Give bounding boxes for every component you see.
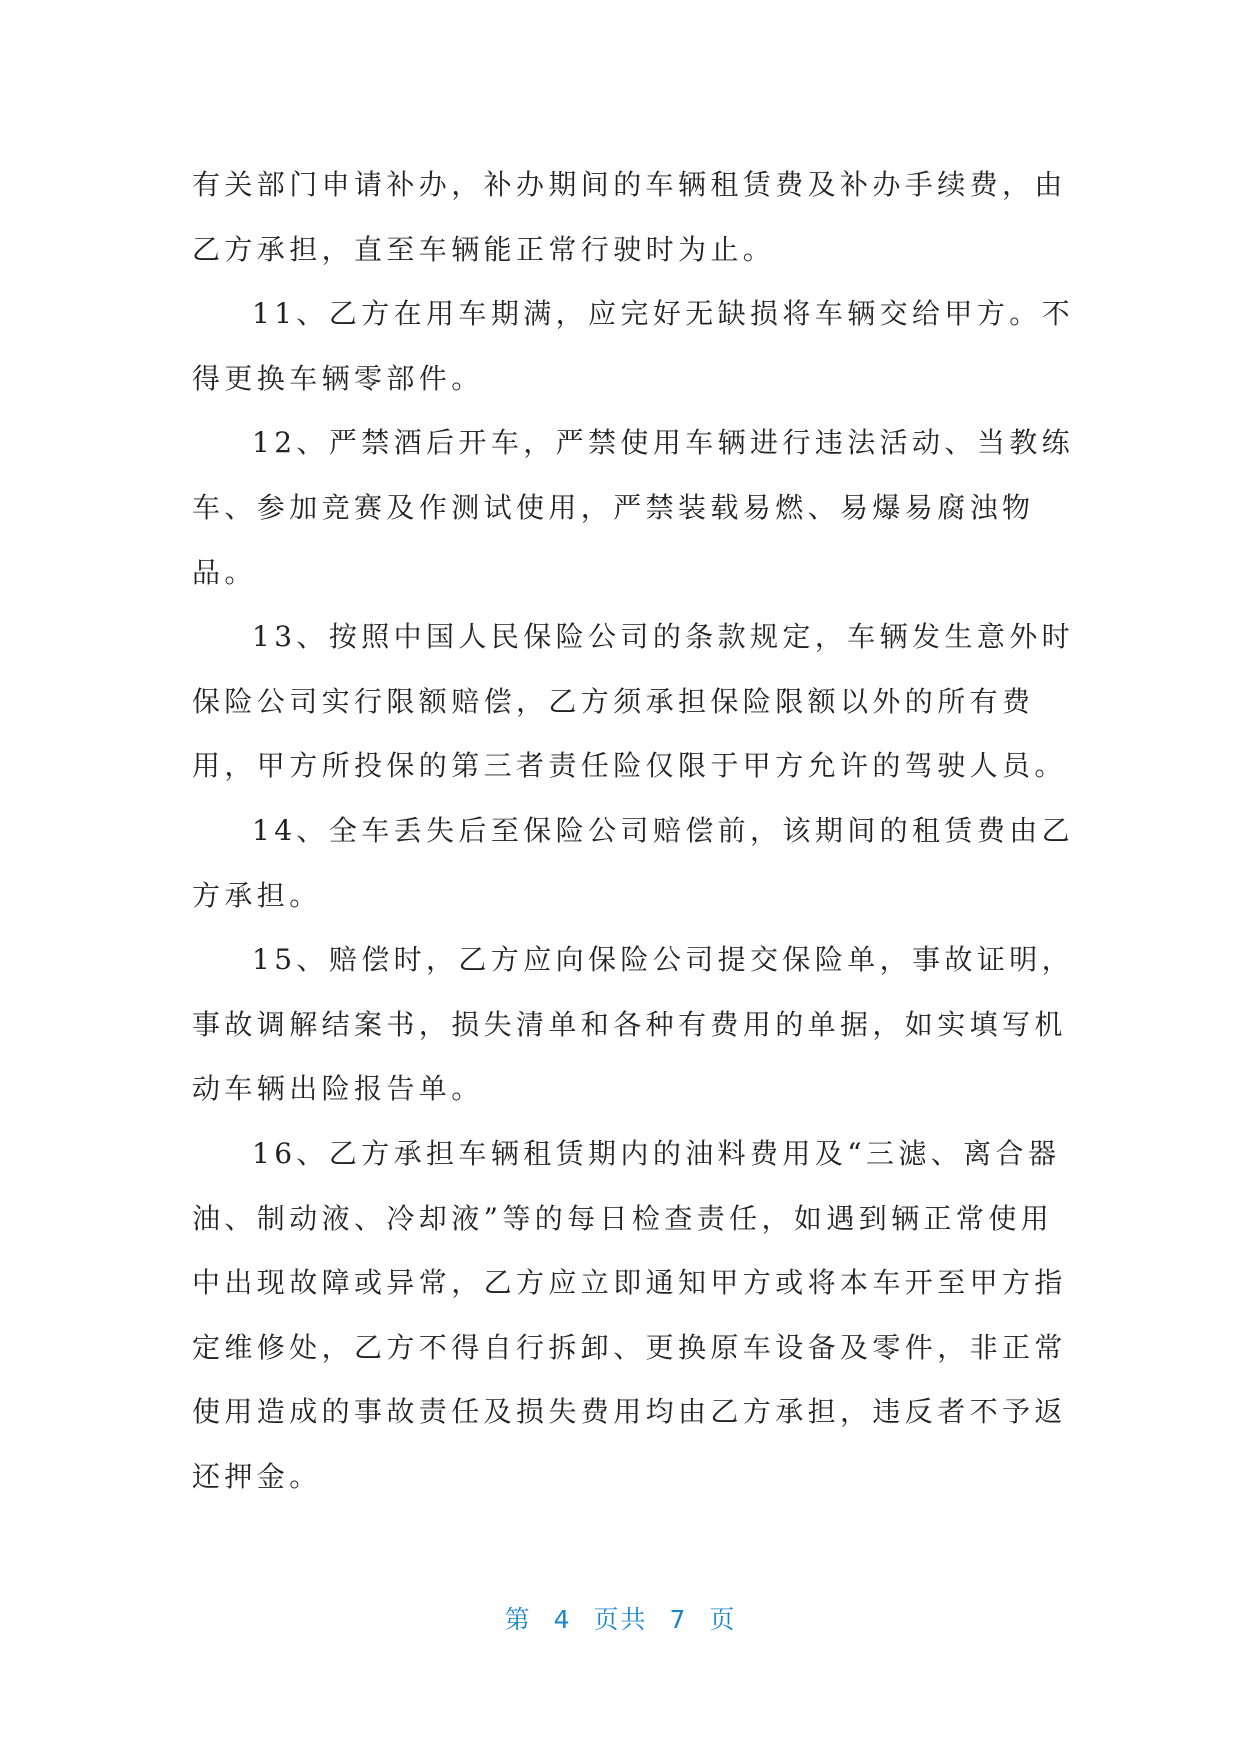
clause-16-line-1: 16、乙方承担车辆租赁期内的油料费用及“三滤、离合器 [252,1136,1061,1170]
clause-16-line-6: 还押金。 [192,1459,322,1493]
clause-12-line-2: 车、参加竞赛及作测试使用，严禁装载易燃、易爆易腐浊物 [192,490,1035,524]
clause-13-line-2: 保险公司实行限额赔偿，乙方须承担保险限额以外的所有费 [192,684,1035,718]
clause-15-line-1: 15、赔偿时，乙方应向保险公司提交保险单，事故证明， [252,943,1075,977]
clause-12-line-3: 品。 [192,555,257,589]
footer-suffix: 页 [709,1605,737,1634]
clause-14-line-2: 方承担。 [192,878,322,912]
clause-15-line-2: 事故调解结案书，损失清单和各种有费用的单据，如实填写机 [192,1007,1067,1041]
clause-13-line-3: 用，甲方所投保的第三者责任险仅限于甲方允许的驾驶人员。 [192,749,1067,783]
clause-13-line-1: 13、按照中国人民保险公司的条款规定，车辆发生意外时 [252,620,1075,654]
clause-15-line-3: 动车辆出险报告单。 [192,1072,484,1106]
footer-total-pages: 7 [669,1605,688,1634]
page-number-footer [0,1600,1241,1636]
clause-11-line-2: 得更换车辆零部件。 [192,361,484,395]
clause-16-line-5: 使用造成的事故责任及损失费用均由乙方承担，违反者不予返 [192,1395,1067,1429]
clause-14-line-1: 14、全车丢失后至保险公司赔偿前，该期间的租赁费由乙 [252,813,1075,847]
text-line-2: 乙方承担，直至车辆能正常行驶时为止。 [192,232,776,266]
text-line-1: 有关部门申请补办，补办期间的车辆租赁费及补办手续费，由 [192,168,1067,201]
footer-prefix: 第 [504,1605,532,1634]
clause-16-line-4: 定维修处，乙方不得自行拆卸、更换原车设备及零件，非正常 [192,1330,1067,1364]
document-body [192,153,1075,1509]
clause-12-line-1: 12、严禁酒后开车，严禁使用车辆进行违法活动、当教练 [252,426,1075,460]
clause-16-line-3: 中出现故障或异常，乙方应立即通知甲方或将本车开至甲方指 [192,1266,1067,1300]
footer-middle: 页共 [593,1605,648,1634]
clause-16-line-2: 油、制动液、冷却液”等的每日检查责任，如遇到辆正常使用 [192,1201,1054,1235]
footer-current-page: 4 [553,1605,572,1634]
clause-11-line-1: 11、乙方在用车期满，应完好无缺损将车辆交给甲方。不 [252,297,1075,331]
